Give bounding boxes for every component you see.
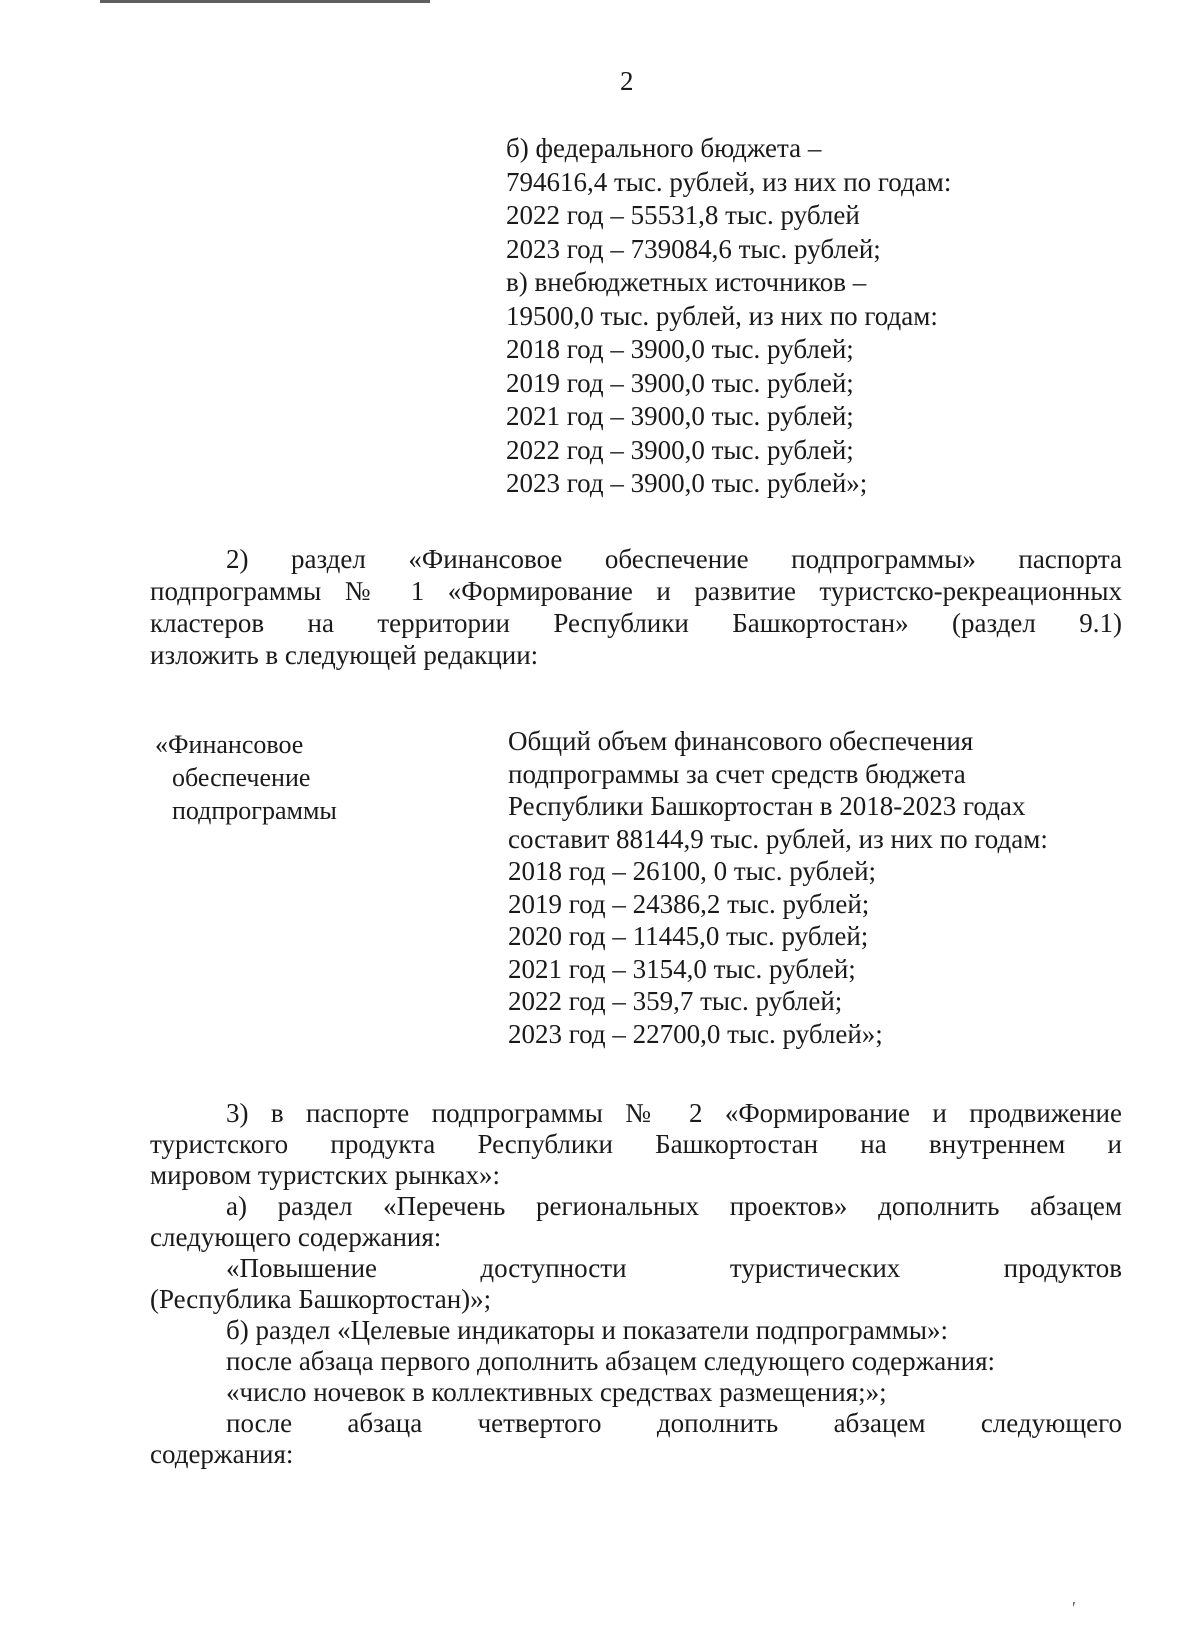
paragraph-line: после абзаца первого дополнить абзацем следующего содержания: — [226, 1346, 996, 1376]
budget-line: 19500,0 тыс. рублей, из них по годам: — [506, 300, 938, 331]
budget-line: 2023 год – 3900,0 тыс. рублей»; — [506, 468, 868, 498]
paragraph-line: 2) раздел «Финансовое обеспечение подпрограммы» паспорта — [226, 544, 1122, 574]
budget-line: 2019 год – 3900,0 тыс. рублей; — [506, 367, 854, 398]
section-2-paragraph — [150, 543, 1122, 671]
budget-line: 2022 год – 55531,8 тыс. рублей — [506, 200, 860, 230]
stray-pen-mark: ′ — [1072, 1598, 1076, 1618]
paragraph-line: а) раздел «Перечень региональных проектов» дополнить абзацем — [226, 1191, 1122, 1221]
paragraph-line: б) раздел «Целевые индикаторы и показатели подпрограммы»: — [226, 1315, 949, 1345]
value-line: 2019 год – 24386,2 тыс. рублей; — [508, 888, 870, 919]
passport-row-value — [508, 725, 1048, 1050]
budget-line: 2021 год – 3900,0 тыс. рублей; — [506, 401, 854, 431]
budget-line: 2018 год – 3900,0 тыс. рублей; — [506, 334, 854, 364]
paragraph-line: кластеров на территории Республики Башкортостан» (раздел 9.1) — [150, 608, 1122, 638]
value-line: подпрограммы за счет средств бюджета — [508, 758, 966, 789]
value-line: Общий объем финансового обеспечения — [508, 726, 974, 756]
paragraph-line: (Республика Башкортостан)»; — [150, 1284, 492, 1314]
paragraph-line: подпрограммы № 1 «Формирование и развитие туристско-рекреационных — [150, 576, 1122, 606]
section-3-paragraph — [150, 1098, 1122, 1470]
paragraph-line: следующего содержания: — [150, 1222, 442, 1252]
paragraph-line: 3) в паспорте подпрограммы № 2 «Формирование и продвижение — [226, 1098, 1122, 1128]
paragraph-line: изложить в следующей редакции: — [150, 640, 539, 670]
value-line: 2022 год – 359,7 тыс. рублей; — [508, 986, 843, 1016]
value-line: 2021 год – 3154,0 тыс. рублей; — [508, 953, 856, 984]
value-line: Республики Башкортостан в 2018-2023 годах — [508, 791, 1026, 821]
label-line: обеспечение — [172, 763, 311, 792]
budget-sources-block — [506, 132, 951, 501]
paragraph-line: мировом туристских рынках»: — [150, 1160, 501, 1190]
value-line: 2020 год – 11445,0 тыс. рублей; — [508, 921, 869, 951]
budget-line: 794616,4 тыс. рублей, из них по годам: — [506, 166, 952, 197]
value-line: 2023 год – 22700,0 тыс. рублей»; — [508, 1018, 883, 1049]
budget-line: 2022 год – 3900,0 тыс. рублей; — [506, 434, 854, 465]
paragraph-line: после абзаца четвертого дополнить абзацем следующего — [226, 1408, 1122, 1438]
value-line: 2018 год – 26100, 0 тыс. рублей; — [508, 856, 877, 886]
paragraph-line: содержания: — [150, 1439, 294, 1469]
budget-line: в) внебюджетных источников – — [506, 267, 867, 297]
budget-line: 2023 год – 739084,6 тыс. рублей; — [506, 233, 881, 264]
paragraph-line: «число ночевок в коллективных средствах размещения;»; — [226, 1377, 887, 1407]
scan-edge-mark — [100, 0, 430, 3]
paragraph-line: туристского продукта Республики Башкортостан на внутреннем и — [150, 1129, 1122, 1159]
value-line: составит 88144,9 тыс. рублей, из них по годам: — [508, 823, 1048, 854]
budget-line: б) федерального бюджета – — [506, 133, 822, 163]
passport-row-label — [155, 728, 337, 827]
paragraph-line: «Повышение доступности туристических продуктов — [226, 1253, 1122, 1283]
label-line: «Финансовое — [155, 730, 304, 759]
label-line: подпрограммы — [172, 796, 337, 825]
page-number: 2 — [620, 66, 634, 96]
